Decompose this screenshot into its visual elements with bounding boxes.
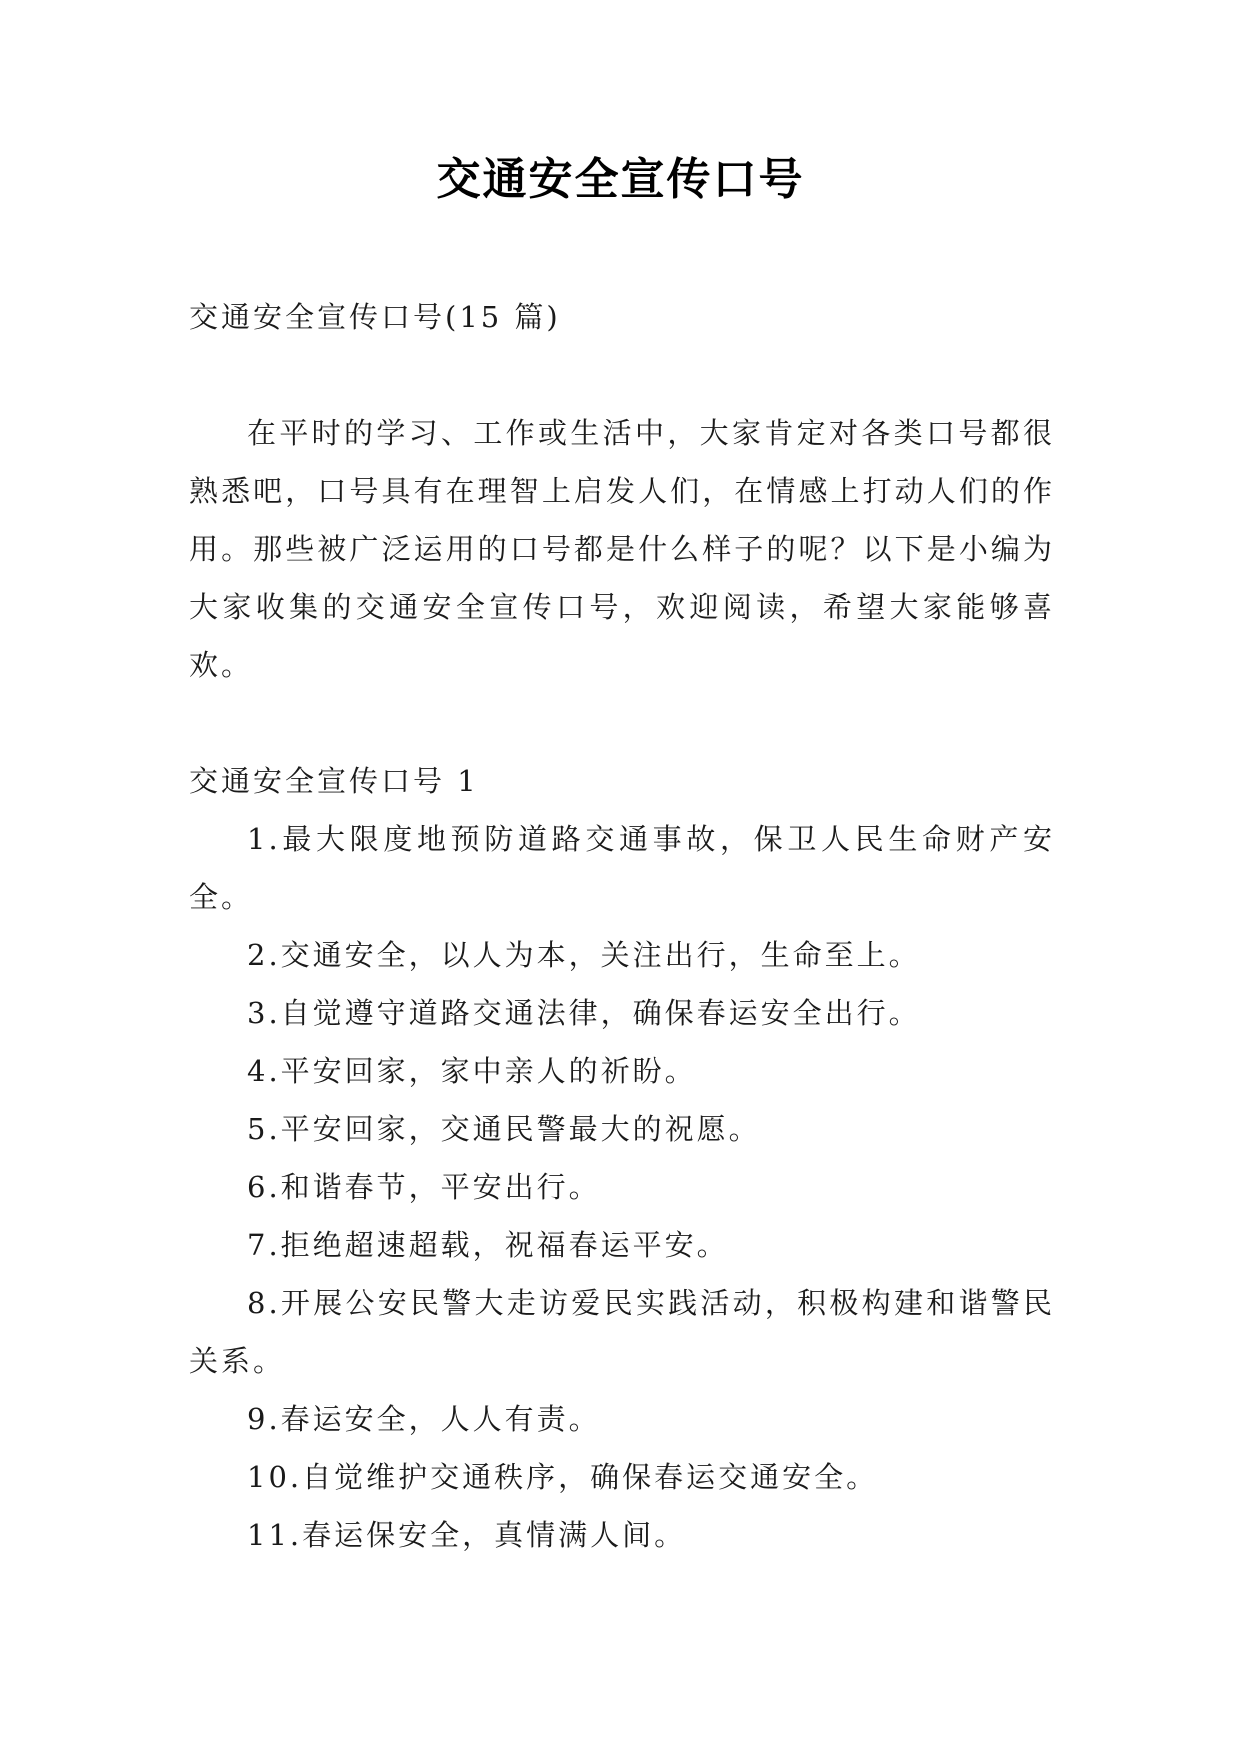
section-heading: 交通安全宣传口号 1 bbox=[189, 764, 479, 798]
slogan-item: 5.平安回家，交通民警最大的祝愿。 bbox=[247, 1112, 761, 1146]
slogan-item: 4.平安回家，家中亲人的祈盼。 bbox=[247, 1054, 697, 1088]
slogan-item: 7.拒绝超速超载，祝福春运平安。 bbox=[247, 1228, 729, 1262]
slogan-item: 6.和谐春节，平安出行。 bbox=[247, 1170, 601, 1204]
intro-paragraph: 在平时的学习、工作或生活中，大家肯定对各类口号都很熟悉吧，口号具有在理智上启发人们，在情感上打动人们的作用。那些被广泛运用的口号都是什么样子的呢？以下是小编为大家收集的交通安全宣传口号，欢迎阅读，希望大家能够喜欢。 bbox=[189, 416, 1055, 682]
slogan-item: 1.最大限度地预防道路交通事故，保卫人民生命财产安全。 bbox=[189, 822, 1055, 914]
slogan-item: 9.春运安全，人人有责。 bbox=[247, 1402, 601, 1436]
document-body bbox=[189, 288, 1055, 1564]
slogan-item: 2.交通安全，以人为本，关注出行，生命至上。 bbox=[247, 938, 921, 972]
slogan-item: 10.自觉维护交通秩序，确保春运交通安全。 bbox=[247, 1460, 879, 1494]
slogan-item: 8.开展公安民警大走访爱民实践活动，积极构建和谐警民关系。 bbox=[189, 1286, 1055, 1378]
document-title: 交通安全宣传口号 bbox=[436, 154, 805, 205]
document-subtitle: 交通安全宣传口号(15 篇) bbox=[189, 300, 561, 334]
slogan-item: 3.自觉遵守道路交通法律，确保春运安全出行。 bbox=[247, 996, 921, 1030]
slogan-item: 11.春运保安全，真情满人间。 bbox=[247, 1518, 687, 1552]
